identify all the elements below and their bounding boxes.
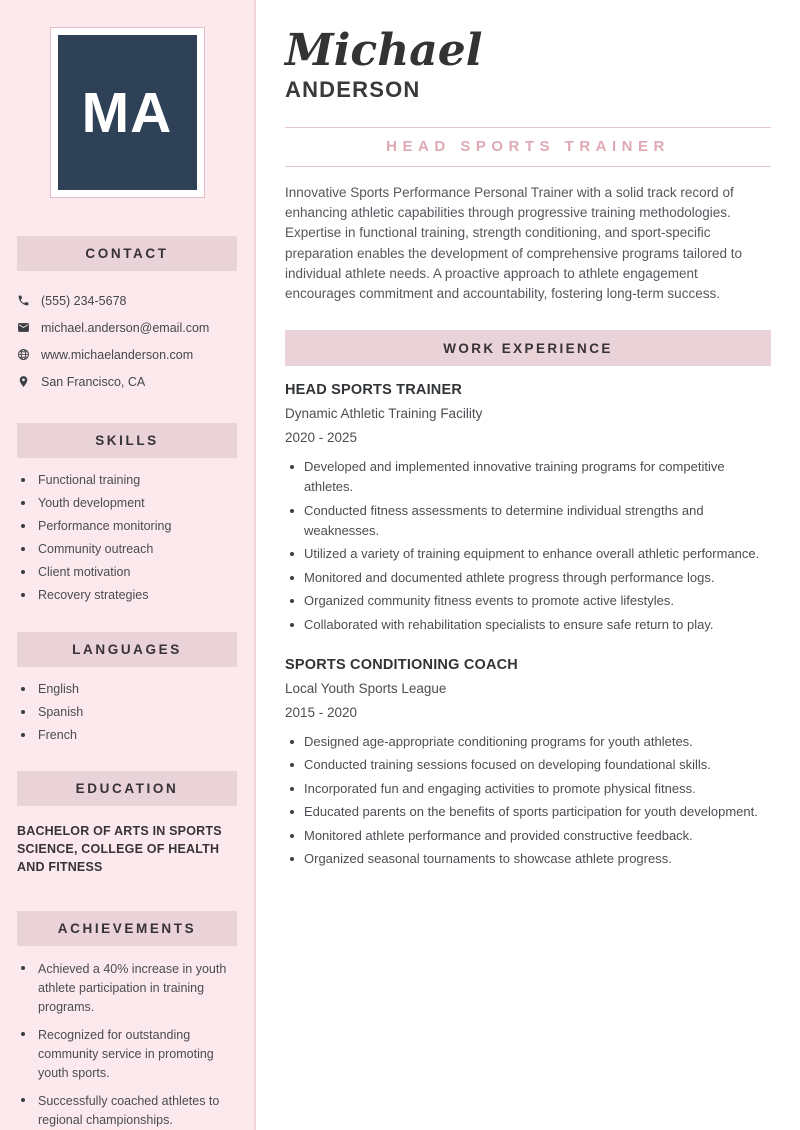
contact-location-text: San Francisco, CA: [41, 374, 146, 389]
first-name: Michael: [285, 25, 483, 76]
job-company: Dynamic Athletic Training Facility: [285, 406, 483, 422]
achievement-item: Achieved a 40% increase in youth athlete participation in training programs.: [17, 960, 237, 1017]
skill-item: Community outreach: [17, 541, 237, 558]
contact-email: [17, 314, 237, 341]
skills-list: [17, 472, 237, 604]
last-name: ANDERSON: [285, 77, 421, 102]
languages-list: [17, 681, 237, 744]
contact-email-text: michael.anderson@email.com: [41, 320, 210, 335]
contact-website-text: www.michaelanderson.com: [41, 347, 194, 362]
skills-section-heading: SKILLS: [17, 423, 237, 458]
job-bullet: Collaborated with rehabilitation specialists to ensure safe return to play.: [285, 615, 771, 635]
job-bullet: Organized community fitness events to promote active lifestyles.: [285, 591, 771, 611]
sidebar: [0, 0, 256, 1130]
role-title: HEAD SPORTS TRAINER: [386, 138, 670, 155]
job-bullet-list: [285, 732, 771, 870]
language-item: English: [17, 681, 237, 698]
location-icon: [17, 375, 30, 388]
job-bullet: Incorporated fun and engaging activities to promote physical fitness.: [285, 779, 771, 799]
job-bullet: Monitored athlete performance and provided constructive feedback.: [285, 826, 771, 846]
skill-item: Recovery strategies: [17, 587, 237, 604]
skill-item: Youth development: [17, 495, 237, 512]
job-dates: 2020 - 2025: [285, 430, 358, 446]
profile-summary: Innovative Sports Performance Personal Trainer with a solid track record of enhancing athletic capabilities through progressive training methodologies. Expertise in functional training, strength conditioning, and sport-specific preparation enables the development of comprehensive programs tailored to individual athlete needs. A proactive approach to athlete engagement encourages commitment and accountability, fostering long-term success.: [285, 185, 743, 302]
contact-list: [17, 287, 237, 395]
monogram: MA: [58, 35, 197, 190]
skill-item: Client motivation: [17, 564, 237, 581]
achievement-item: Recognized for outstanding community service in promoting youth sports.: [17, 1026, 237, 1083]
job-bullet: Utilized a variety of training equipment to enhance overall athletic performance.: [285, 544, 771, 564]
job-bullet: Designed age-appropriate conditioning programs for youth athletes.: [285, 732, 771, 752]
job-dates: 2015 - 2020: [285, 704, 358, 720]
contact-section-heading: CONTACT: [17, 236, 237, 271]
job-bullet: Conducted training sessions focused on developing foundational skills.: [285, 755, 771, 775]
globe-icon: [17, 348, 30, 361]
job-bullet: Monitored and documented athlete progress through performance logs.: [285, 568, 771, 588]
job-bullet-list: [285, 457, 771, 635]
main-content: [285, 0, 771, 873]
phone-icon: [17, 294, 30, 307]
languages-section-heading: LANGUAGES: [17, 632, 237, 667]
skill-item: Performance monitoring: [17, 518, 237, 535]
job-bullet: Organized seasonal tournaments to showcase athlete progress.: [285, 849, 771, 869]
job-title: HEAD SPORTS TRAINER: [285, 382, 463, 399]
language-item: French: [17, 727, 237, 744]
title-rule-bottom: [285, 166, 771, 167]
job-bullet: Conducted fitness assessments to determine individual strengths and weaknesses.: [285, 501, 771, 541]
contact-location: [17, 368, 237, 395]
monogram-frame: [50, 27, 205, 198]
job-bullet: Educated parents on the benefits of sports participation for youth development.: [285, 802, 771, 822]
language-item: Spanish: [17, 704, 237, 721]
achievement-item: Successfully coached athletes to regional championships.: [17, 1092, 237, 1130]
contact-phone-text: (555) 234-5678: [41, 293, 127, 308]
job-entry: [285, 382, 771, 635]
name-block: [285, 26, 771, 103]
achievements-section-heading: ACHIEVEMENTS: [17, 911, 237, 946]
email-icon: [17, 321, 30, 334]
work-experience-heading: WORK EXPERIENCE: [285, 330, 771, 366]
contact-website: [17, 341, 237, 368]
skill-item: Functional training: [17, 472, 237, 489]
education-section-heading: EDUCATION: [17, 771, 237, 806]
contact-phone: [17, 287, 237, 314]
job-entry: [285, 657, 771, 870]
achievements-list: [17, 960, 237, 1130]
education-degree: BACHELOR OF ARTS IN SPORTS SCIENCE, COLLEGE OF HEALTH AND FITNESS: [17, 824, 222, 874]
job-title: SPORTS CONDITIONING COACH: [285, 656, 518, 673]
job-company: Local Youth Sports League: [285, 680, 447, 696]
job-bullet: Developed and implemented innovative training programs for competitive athletes.: [285, 457, 771, 497]
